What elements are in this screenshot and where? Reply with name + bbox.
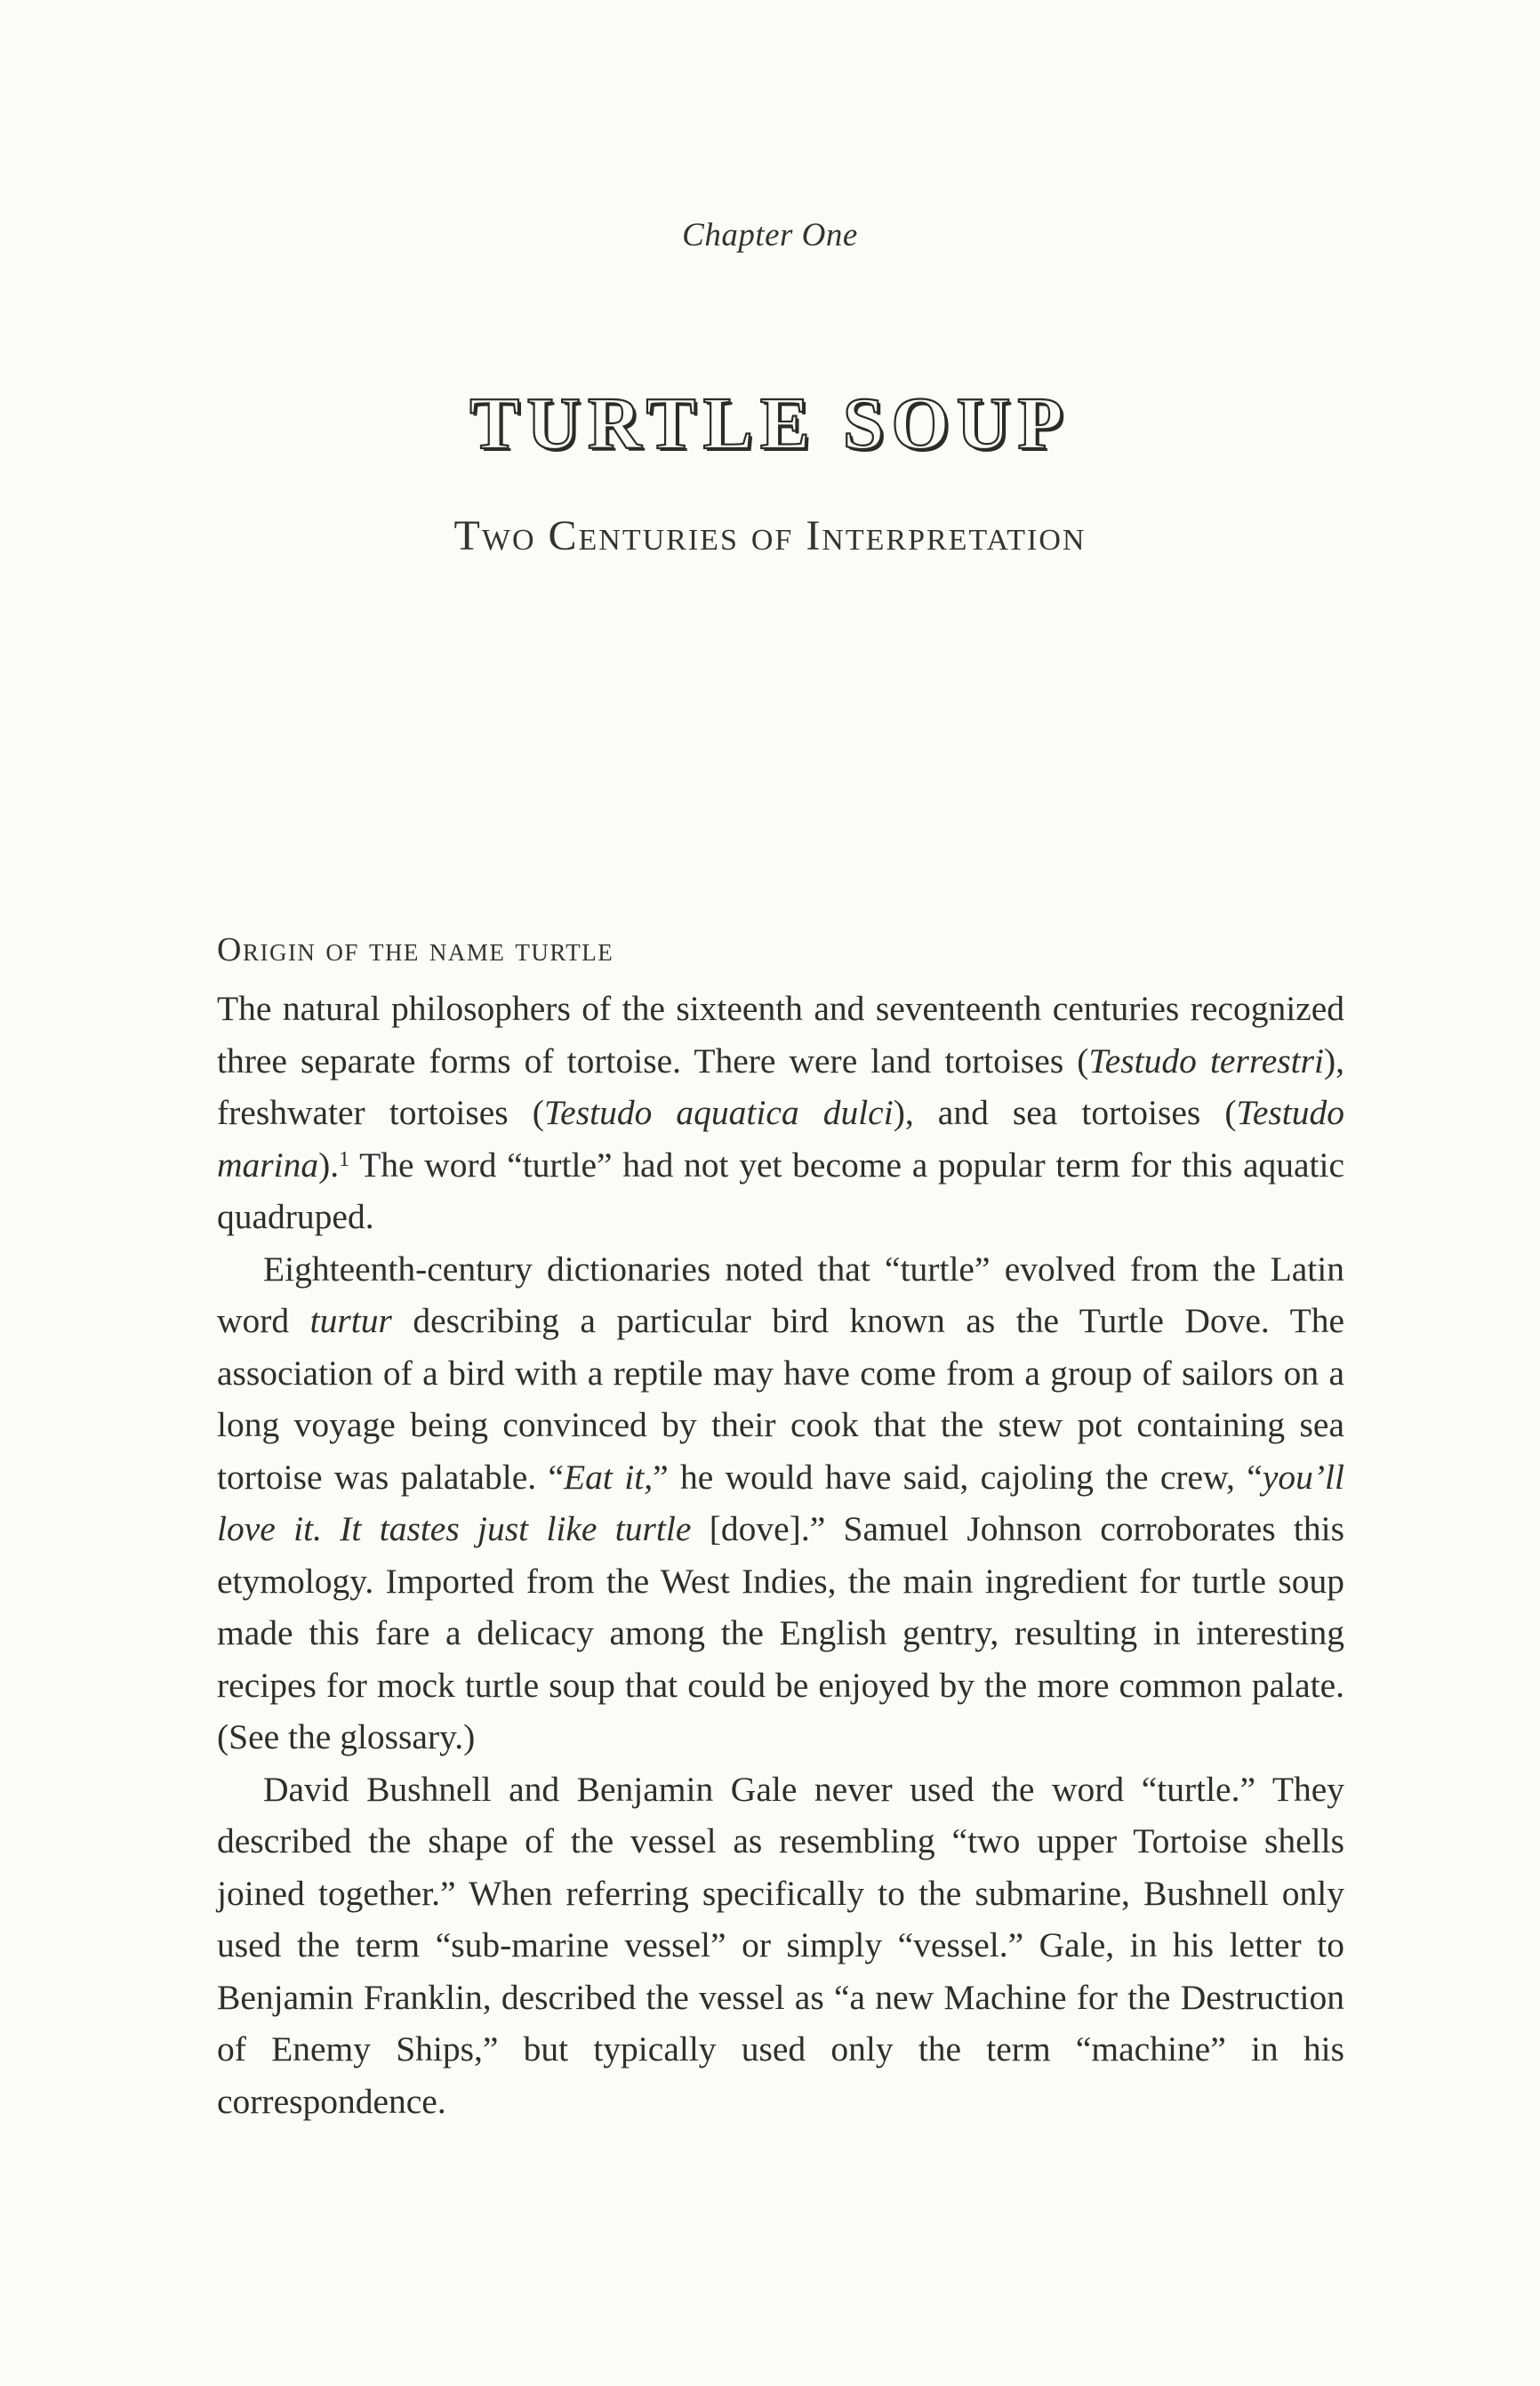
text-span: ), freshwater tortoises ( — [217, 1040, 1344, 1132]
section-heading: Origin of the name turtle — [217, 931, 614, 968]
species-name: Testudo terrestri — [1088, 1040, 1324, 1081]
paragraph-3: David Bushnell and Benjamin Gale never used the word “turtle.” They described the shape of the vessel as resembling “two upper Tortoise shells joined together.” When referring specifically to the submarine, Bushnell only used the term “sub-marine vessel” or simply “vessel.” Gale, in his letter to Benjamin Franklin, described the vessel as “a new Machine for the Destruction of Enemy Ships,” but typically used only the term “machine” in his correspondence. — [217, 1769, 1344, 2121]
body-text — [217, 983, 1344, 2127]
text-span: The natural philosophers of the sixteenth and seventeenth centuries recognized three separate forms of tortoise. There were land tortoises ( — [217, 989, 1344, 1081]
text-span: Eighteenth-century dictionaries noted that “turtle” evolved from the Latin word — [217, 1249, 1344, 1340]
text-span: describing a particular bird known as the Turtle Dove. The association of a bird with a reptile may have come from a group of sailors on a long voyage being convinced by their cook that the stew pot containing sea tortoise was palatable. “ — [217, 1301, 1344, 1497]
quoted-speech: you’ll love it. It tastes just like turtle — [217, 1457, 1344, 1548]
text-span: ). — [318, 1145, 340, 1185]
quoted-speech: Eat it, — [564, 1457, 654, 1497]
latin-word: turtur — [309, 1301, 392, 1340]
species-name: Testudo marina — [217, 1093, 1344, 1185]
paragraph-2 — [217, 1243, 1344, 1763]
paragraph-1 — [217, 983, 1344, 1243]
text-span: ), and sea tortoises ( — [893, 1093, 1237, 1132]
text-span: The word “turtle” had not yet become a popular term for this aquatic quadruped. — [217, 1145, 1344, 1236]
footnote-reference[interactable]: 1 — [339, 1147, 350, 1171]
text-span: [dove].” Samuel Johnson corroborates this etymology. Imported from the West Indies, the main ingredient for turtle soup made this fare a delicacy among the English gentry, resulting in interesting recipes for mock turtle soup that could be enjoyed by the more common palate. (See the glossary.) — [217, 1509, 1345, 1756]
text-span: ” he would have said, cajoling the crew, “ — [653, 1457, 1263, 1497]
chapter-subtitle: Two Centuries of Interpretation — [453, 512, 1087, 559]
species-name: Testudo aquatica dulci — [543, 1093, 894, 1132]
chapter-label: Chapter One — [682, 217, 858, 253]
chapter-title: TURTLE SOUP — [469, 382, 1071, 465]
